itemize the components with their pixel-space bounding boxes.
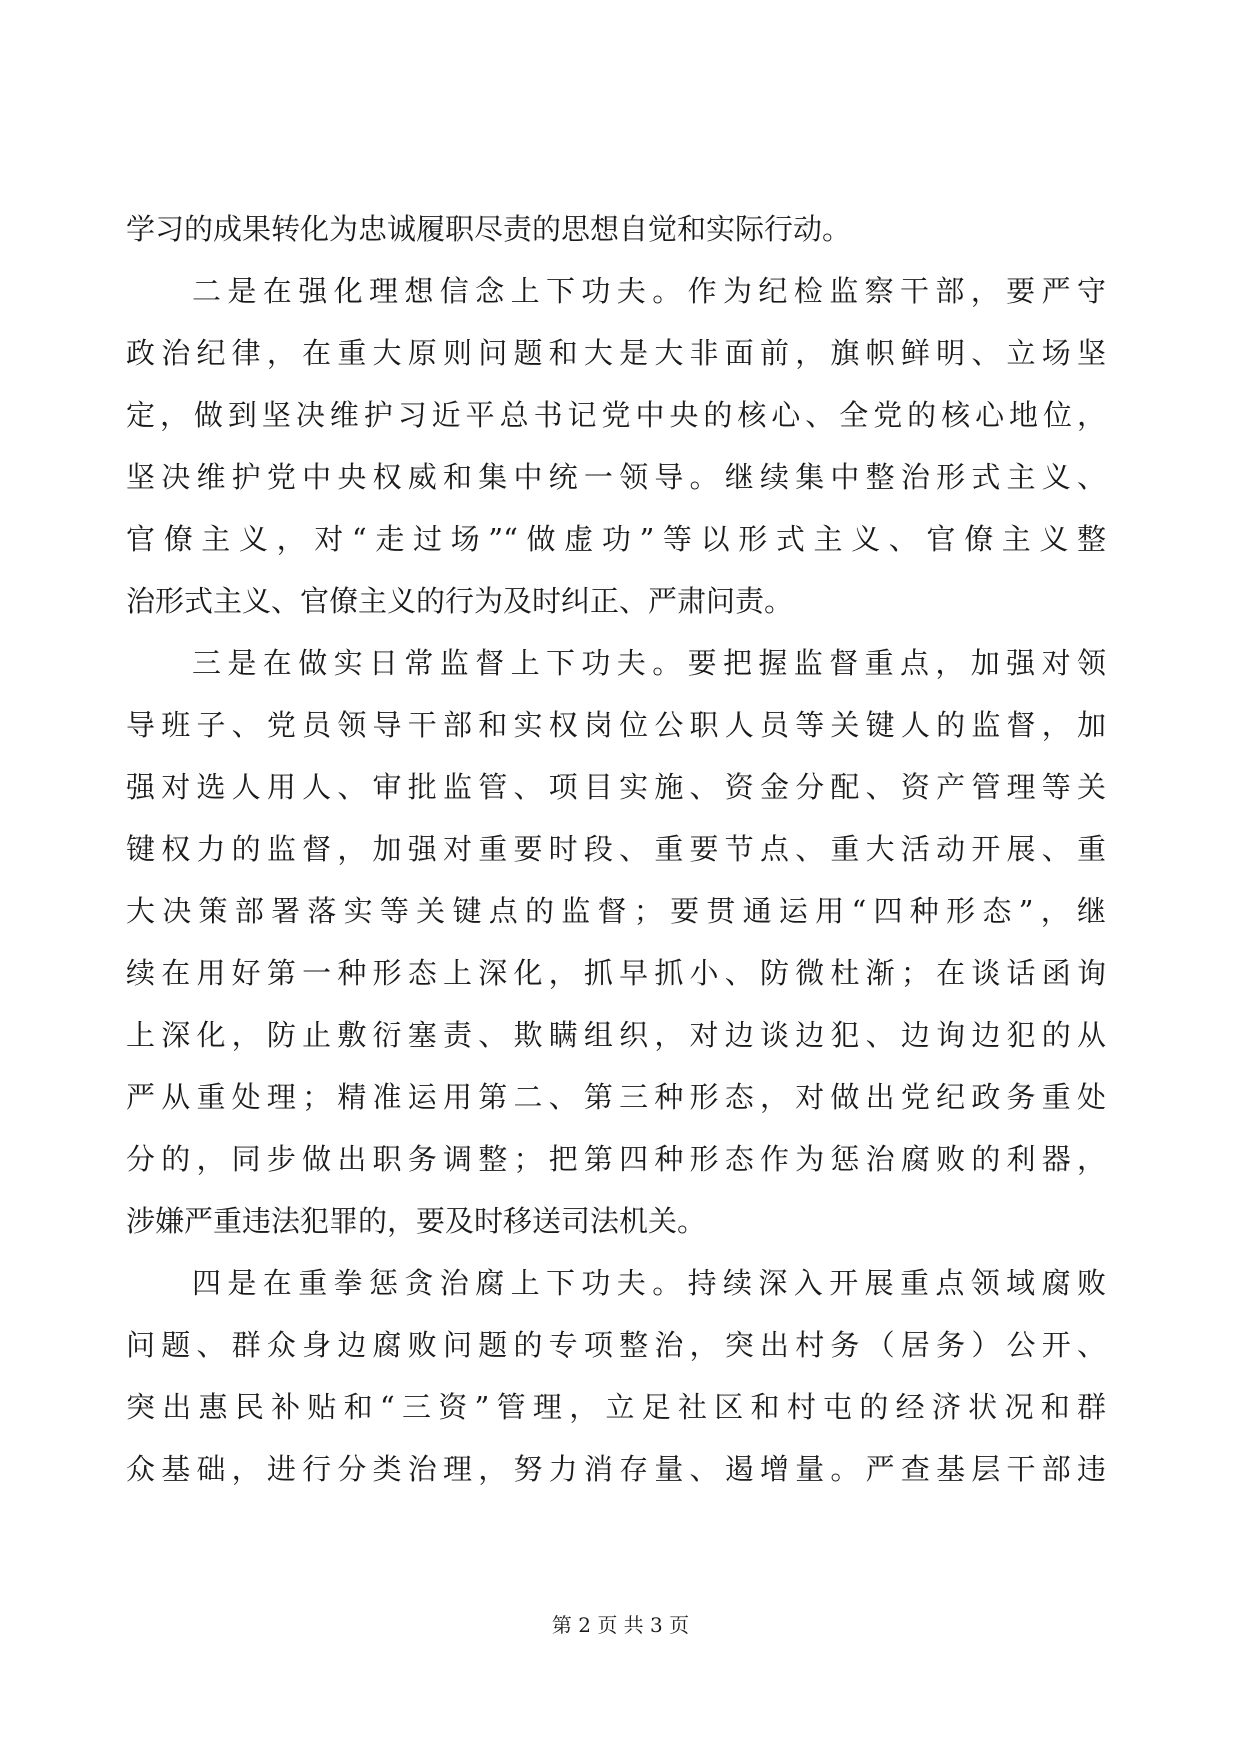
text-line: 突出惠民补贴和“三资”管理，立足社区和村屯的经济状况和群 [126,1390,1106,1424]
text-line: 学习的成果转化为忠诚履职尽责的思想自觉和实际行动。 [126,212,852,246]
text-line: 上深化，防止敷衍塞责、欺瞒组织，对边谈边犯、边询边犯的从 [126,1018,1106,1052]
text-line: 键权力的监督，加强对重要时段、重要节点、重大活动开展、重 [126,832,1106,866]
text-line: 分的，同步做出职务调整；把第四种形态作为惩治腐败的利器， [126,1142,1106,1176]
text-line: 官僚主义，对“走过场”“做虚功”等以形式主义、官僚主义整 [126,522,1106,556]
page-footer: 第 2 页 共 3 页 [551,1613,690,1637]
text-line: 强对选人用人、审批监管、项目实施、资金分配、资产管理等关 [126,770,1106,804]
text-line: 政治纪律，在重大原则问题和大是大非面前，旗帜鲜明、立场坚 [126,336,1106,370]
text-line: 二是在强化理想信念上下功夫。作为纪检监察干部，要严守 [192,274,1106,308]
text-line: 众基础，进行分类治理，努力消存量、遏增量。严查基层干部违 [126,1452,1106,1486]
text-line: 导班子、党员领导干部和实权岗位公职人员等关键人的监督，加 [126,708,1106,742]
text-line: 问题、群众身边腐败问题的专项整治，突出村务（居务）公开、 [126,1328,1106,1362]
document-body [126,198,1106,1500]
text-line: 三是在做实日常监督上下功夫。要把握监督重点，加强对领 [192,646,1106,680]
text-line: 续在用好第一种形态上深化，抓早抓小、防微杜渐；在谈话函询 [126,956,1106,990]
text-line: 大决策部署落实等关键点的监督；要贯通运用“四种形态”，继 [126,894,1106,928]
text-line: 四是在重拳惩贪治腐上下功夫。持续深入开展重点领域腐败 [192,1266,1106,1300]
text-line: 定，做到坚决维护习近平总书记党中央的核心、全党的核心地位， [126,398,1106,432]
text-line: 坚决维护党中央权威和集中统一领导。继续集中整治形式主义、 [126,460,1106,494]
text-line: 严从重处理；精准运用第二、第三种形态，对做出党纪政务重处 [126,1080,1106,1114]
text-line: 治形式主义、官僚主义的行为及时纠正、严肃问责。 [126,584,794,618]
text-line: 涉嫌严重违法犯罪的，要及时移送司法机关。 [126,1204,707,1238]
